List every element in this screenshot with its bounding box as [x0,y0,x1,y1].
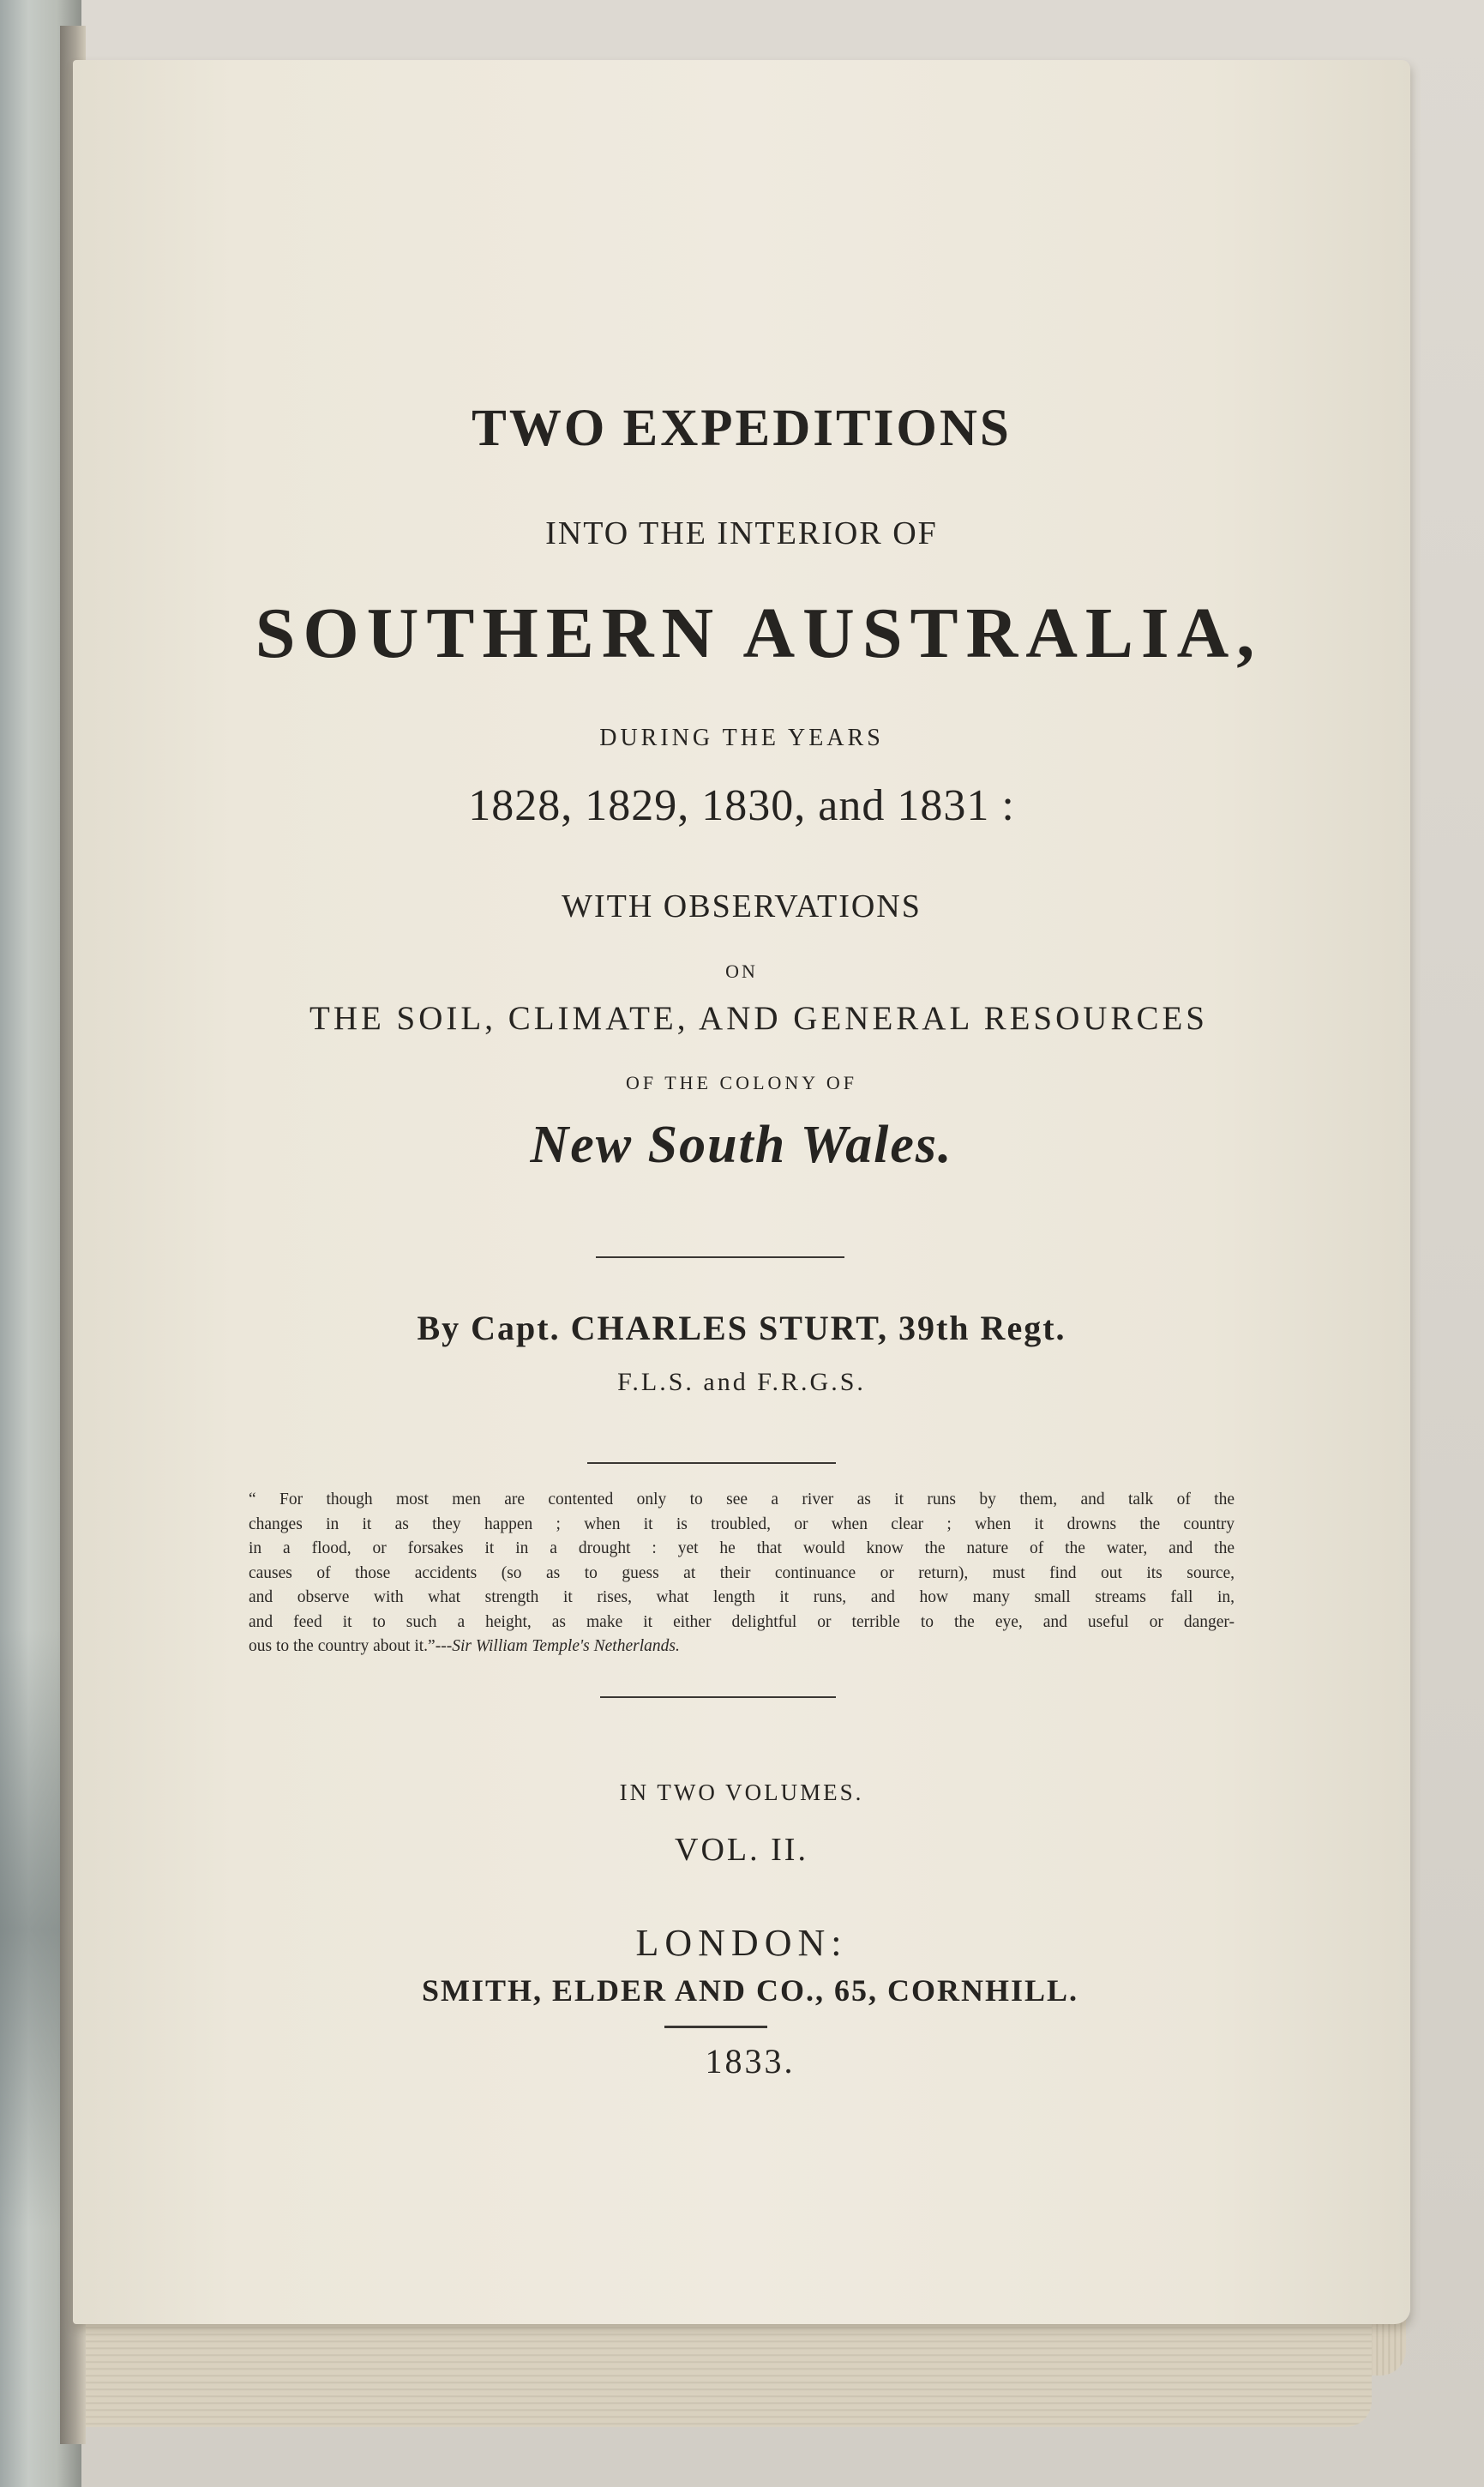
title-two-expeditions: TWO EXPEDITIONS [472,400,1012,457]
epigraph-line: and feed it to such a height, as make it either delightful or terrible to the eye, and useful or danger- [249,1612,1235,1631]
epigraph-line: in a flood, or forsakes it in a drought : yet he that would know the nature of the water, and the [249,1539,1235,1557]
imprint-publisher: SMITH, ELDER AND CO., 65, CORNHILL. [421,1973,1079,2008]
epigraph-last-line [249,1635,1235,1659]
author-line: By Capt. CHARLES STURT, 39th Regt. [417,1309,1066,1347]
title-of-colony: OF THE COLONY OF [626,1072,857,1093]
title-on: ON [725,960,758,982]
divider-rule-3 [600,1696,836,1698]
title-southern-australia: SOUTHERN AUSTRALIA, [255,593,1263,673]
author-honours: F.L.S. and F.R.G.S. [617,1368,866,1396]
divider-rule-2 [587,1462,836,1464]
epigraph-last-text: ous to the country about it.”--- [249,1637,453,1655]
title-soil-climate: THE SOIL, CLIMATE, AND GENERAL RESOURCES [309,1000,1208,1037]
facing-plate-shading [0,1629,60,2230]
volume-number: VOL. II. [675,1832,808,1868]
epigraph-line: “ For though most men are contented only to see a river as it runs by them, and talk of the [249,1490,1235,1508]
title-years: 1828, 1829, 1830, and 1831 : [468,781,1015,830]
title-page [73,60,1410,2324]
title-page-content [73,60,1410,2324]
title-during-years: DURING THE YEARS [599,725,884,751]
divider-rule-1 [596,1256,844,1258]
epigraph-line: and observe with what strength it rises, what length it runs, and how many small streams fall in, [249,1588,1235,1606]
divider-rule-4 [664,2026,767,2028]
imprint-year: 1833. [705,2042,796,2081]
title-into-interior: INTO THE INTERIOR OF [545,515,938,551]
imprint-city: LONDON: [635,1922,848,1964]
page-block-bottom-edge [69,2315,1372,2427]
epigraph-line: causes of those accidents (so as to guess at their continuance or return), must find out its source, [249,1563,1235,1582]
title-new-south-wales: New South Wales. [530,1116,953,1174]
epigraph-source: Sir William Temple's Netherlands. [452,1637,680,1655]
volumes-line: IN TWO VOLUMES. [619,1779,864,1805]
epigraph [249,1488,1235,1659]
epigraph-line: changes in it as they happen ; when it is troubled, or when clear ; when it drowns the country [249,1514,1235,1533]
title-with-observations: WITH OBSERVATIONS [562,888,922,924]
